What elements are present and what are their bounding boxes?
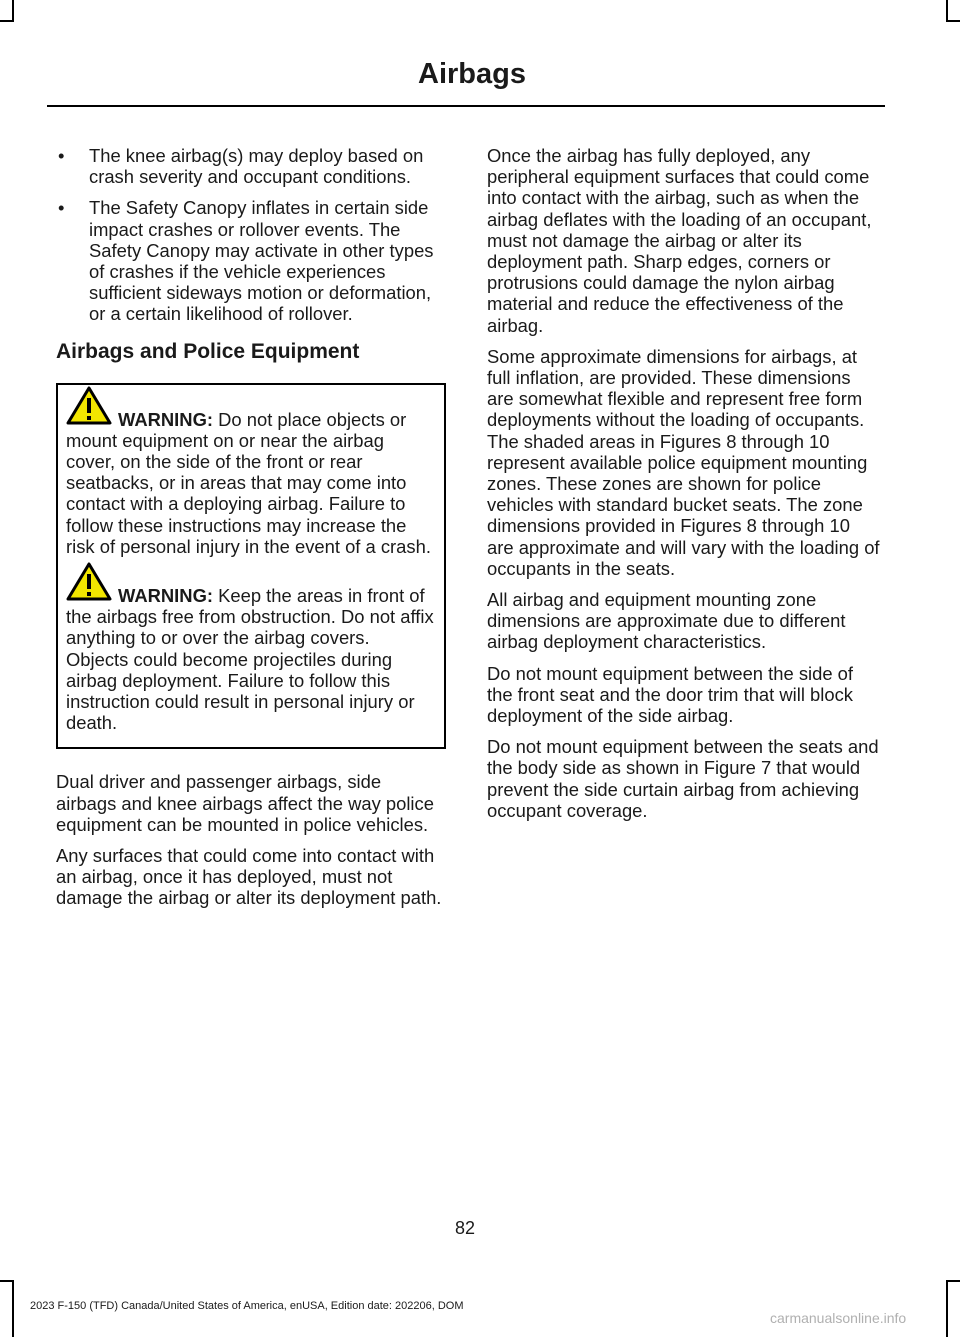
right-column [487,145,881,831]
crop-mark [0,20,14,22]
page-title: Airbags [418,58,526,90]
paragraph: Once the airbag has fully deployed, any peripheral equipment surfaces that could come into contact with the airbag, such as when the airbag deflates with the loading of an occupant, must not damage the airbag or alter its deployment path. Sharp edges, corners or protrusions could damage the nylon airbag material and reduce the effectiveness of the airbag. [487,145,872,336]
footer-edition: 2023 F-150 (TFD) Canada/United States of America, enUSA, Edition date: 202206, DOM [30,1300,464,1312]
crop-mark [12,1280,14,1337]
page-number: 82 [454,1218,476,1238]
warning-text: Keep the areas in front of the airbags free from obstruction. Do not affix anything to or over the airbag covers. Objects could become projectiles during airbag deployment. Failure to follow this instruction could result in personal injury or death. [66,585,434,734]
paragraph: Do not mount equipment between the side of the front seat and the door trim that will block deployment of the side airbag. [487,662,854,727]
warning-label: WARNING: [118,585,214,607]
warning-box [56,383,446,750]
crop-mark [946,1280,960,1282]
paragraph: All airbag and equipment mounting zone dimensions are approximate due to different airbag deployment characteristics. [487,589,846,653]
warning-label: WARNING: [118,408,214,430]
title-divider [47,105,885,107]
crop-mark [12,0,14,20]
warning-block [66,585,436,733]
watermark: carmanualsonline.info [770,1310,907,1326]
section-heading: Airbags and Police Equipment [56,339,360,363]
crop-mark [0,1280,14,1282]
warning-triangle-icon [66,561,112,601]
left-column [56,145,446,919]
warning-text: Do not place objects or mount equipment on or near the airbag cover, on the side of the front or rear seatbacks, or in areas that may come into contact with a deploying airbag. Failure to follow these instructions may increase the risk of personal injury in the event of a crash. [66,408,431,557]
warning-triangle-icon [66,385,112,425]
warning-block [66,409,436,557]
crop-mark [946,0,948,20]
crop-mark [946,20,960,22]
list-item: • The Safety Canopy inflates in certain side impact crashes or rollover events. The Safety Canopy may activate in other types of crashes if the vehicle experiences sufficient sideways motion or deformation, or a certain likelihood of rollover. [56,197,446,324]
paragraph: Any surfaces that could come into contact with an airbag, once it has deployed, must not damage the airbag or alter its deployment path. [56,845,442,909]
bullet-list [56,145,446,325]
paragraph: Dual driver and passenger airbags, side airbags and knee airbags affect the way police equipment can be mounted in police vehicles. [56,771,434,835]
paragraph: Do not mount equipment between the seats and the body side as shown in Figure 7 that would prevent the side curtain airbag from achieving occupant coverage. [487,736,879,821]
paragraph: Some approximate dimensions for airbags, at full inflation, are provided. These dimensions are somewhat flexible and represent free form deployments without the loading of occupants. The shaded areas in Figures 8 through 10 represent available police equipment mounting zones. These zones are shown for police vehicles with standard bucket seats. The zone dimensions provided in Figures 8 through 10 are approximate and will vary with the loading of occupants in the seats. [487,345,880,579]
list-item: • The knee airbag(s) may deploy based on crash severity and occupant conditions. [56,145,446,187]
crop-mark [946,1280,948,1337]
